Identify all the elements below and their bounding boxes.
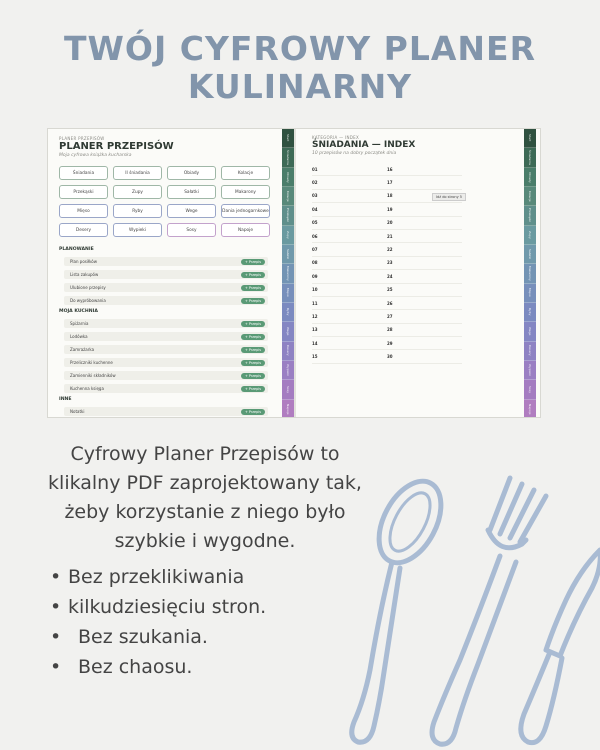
index-number[interactable]: 14 (312, 340, 318, 346)
category-button[interactable]: Przekąski (59, 185, 108, 199)
list-item[interactable] (64, 371, 268, 380)
tab-15[interactable] (282, 400, 294, 418)
category-button[interactable]: Makarony (221, 185, 270, 199)
right-page-subtitle: 10 przepisów na dobry początek dnia (312, 151, 397, 156)
list-item-label: Plan posiłków (70, 259, 97, 264)
section-other: INNE (59, 397, 72, 402)
list-item-label: Przeliczniki kuchenne (70, 360, 113, 365)
tab-label: Kolacje (528, 190, 532, 202)
tab-10[interactable] (282, 303, 294, 322)
category-button[interactable]: Ryby (113, 204, 162, 218)
tab-8[interactable] (282, 264, 294, 283)
index-number[interactable]: 09 (312, 273, 318, 279)
index-number[interactable]: 29 (387, 340, 393, 346)
index-number[interactable]: 25 (387, 287, 393, 293)
list-item[interactable] (64, 257, 268, 266)
index-number[interactable]: 13 (312, 327, 318, 333)
description-line-4: szybkie i wygodne. (114, 530, 296, 552)
tab-label: Kolacje (286, 190, 290, 202)
index-row[interactable] (312, 324, 462, 337)
index-row[interactable] (312, 203, 462, 216)
tab-10[interactable] (524, 303, 536, 322)
tab-label: Desery (528, 345, 532, 357)
index-number[interactable]: 03 (312, 193, 318, 199)
left-page-subtitle: Moja cyfrowa książka kucharska (59, 153, 132, 158)
index-row[interactable] (312, 310, 462, 323)
category-button[interactable]: Napoje (221, 223, 270, 237)
index-number[interactable]: 02 (312, 180, 318, 186)
index-row[interactable] (312, 176, 462, 189)
tab-13[interactable] (524, 361, 536, 380)
tab-label: Makarony (528, 266, 532, 281)
tab-9[interactable] (524, 284, 536, 303)
tab-label: Sosy (528, 385, 532, 393)
feature-item-continuation (50, 592, 390, 622)
tab-label: Zupy (528, 230, 532, 239)
tab-2[interactable] (524, 148, 536, 167)
index-number[interactable]: 04 (312, 206, 318, 212)
category-button[interactable]: Desery (59, 223, 108, 237)
right-page (308, 129, 518, 418)
index-row[interactable] (312, 337, 462, 350)
tab-7[interactable] (524, 245, 536, 264)
tab-4[interactable] (524, 187, 536, 206)
left-page-title: PLANER PRZEPISÓW (59, 141, 174, 152)
tab-2[interactable] (282, 148, 294, 167)
list-item[interactable] (64, 345, 268, 354)
tab-8[interactable] (524, 264, 536, 283)
index-number[interactable]: 01 (312, 166, 318, 172)
tab-label: Start (286, 134, 290, 142)
list-item-label: Zamienniki składników (70, 373, 116, 378)
index-number[interactable]: 26 (387, 300, 393, 306)
index-number[interactable]: 20 (387, 220, 393, 226)
tab-6[interactable] (524, 226, 536, 245)
add-recipe-pill[interactable]: + Przepis (241, 409, 265, 415)
tab-label: Wege (528, 327, 532, 336)
left-page (48, 129, 282, 418)
list-item-label: Zamrażarka (70, 347, 95, 352)
list-item-label: Ulubione przepisy (70, 285, 106, 290)
right-tab-strip (524, 129, 536, 418)
index-number[interactable]: 23 (387, 260, 393, 266)
tab-label: Śniadania (286, 150, 290, 165)
headline-line-2: KULINARNY (187, 67, 413, 106)
category-button[interactable]: Kolacje (221, 166, 270, 180)
category-button[interactable]: Wege (167, 204, 216, 218)
category-button[interactable]: Zupy (113, 185, 162, 199)
index-number[interactable]: 22 (387, 247, 393, 253)
tab-5[interactable] (282, 206, 294, 225)
category-button[interactable]: Sałatki (167, 185, 216, 199)
right-kicker: KATEGORIA — INDEX (312, 135, 360, 140)
tab-label: Makarony (286, 266, 290, 281)
index-number[interactable]: 19 (387, 206, 393, 212)
add-recipe-pill[interactable]: + Przepis (241, 360, 265, 366)
tab-label: Ryby (286, 308, 290, 316)
index-row[interactable] (312, 297, 462, 310)
section-planning: PLANOWANIE (59, 247, 94, 252)
list-item-label: Lista zakupów (70, 272, 99, 277)
index-number[interactable]: 28 (387, 327, 393, 333)
feature-item: • Bez przeklikiwania (50, 562, 390, 592)
headline-line-1: TWÓJ CYFROWY PLANER (64, 29, 536, 68)
tab-15[interactable] (524, 400, 536, 418)
tab-label: Sałatki (528, 249, 532, 260)
cutlery-illustration-icon (340, 460, 600, 750)
tab-3[interactable] (282, 168, 294, 187)
tab-14[interactable] (282, 380, 294, 399)
index-row[interactable] (312, 243, 462, 256)
index-row[interactable] (312, 284, 462, 297)
index-number[interactable]: 10 (312, 287, 318, 293)
add-recipe-pill[interactable]: + Przepis (241, 259, 265, 265)
index-number[interactable]: 08 (312, 260, 318, 266)
list-item[interactable] (64, 319, 268, 328)
tab-label: Wege (286, 327, 290, 336)
feature-item: • Bez szukania. (50, 622, 390, 652)
section-kitchen: MOJA KUCHNIA (59, 309, 98, 314)
list-item[interactable] (64, 296, 268, 305)
index-number[interactable]: 27 (387, 313, 393, 319)
tab-12[interactable] (524, 342, 536, 361)
tab-label: Wypieki (528, 364, 532, 377)
add-recipe-pill[interactable]: + Przepis (241, 373, 265, 379)
tab-label: Sałatki (286, 249, 290, 260)
description-line-2: klikalny PDF zaprojektowany tak, (48, 472, 362, 494)
tab-label: Napoje (528, 403, 532, 415)
index-row[interactable] (312, 230, 462, 243)
index-number[interactable]: 21 (387, 233, 393, 239)
index-number[interactable]: 11 (312, 300, 318, 306)
list-item[interactable] (64, 358, 268, 367)
tab-label: Przekąski (528, 208, 532, 223)
index-number[interactable]: 12 (312, 313, 318, 319)
feature-item: • Bez chaosu. (50, 652, 390, 682)
index-row[interactable] (312, 257, 462, 270)
tab-9[interactable] (282, 284, 294, 303)
category-button[interactable]: Śniadania (59, 166, 108, 180)
tab-label: Zupy (286, 230, 290, 239)
tab-4[interactable] (282, 187, 294, 206)
list-item[interactable] (64, 407, 268, 416)
category-button[interactable]: Dania jednogarnkowe (221, 204, 270, 218)
index-number[interactable]: 06 (312, 233, 318, 239)
left-tab-strip (282, 129, 294, 418)
category-grid (59, 166, 272, 237)
right-page-title: ŚNIADANIA — INDEX (312, 140, 416, 150)
index-row[interactable] (312, 350, 462, 363)
index-row[interactable] (312, 163, 462, 176)
list-item-label: Notatki (70, 409, 85, 414)
left-kicker: PLANER PRZEPISÓW (59, 136, 105, 141)
add-recipe-pill[interactable]: + Przepis (241, 272, 265, 278)
category-button[interactable]: Mięso (59, 204, 108, 218)
index-number[interactable]: 17 (387, 180, 393, 186)
list-item[interactable] (64, 270, 268, 279)
tab-label: Przekąski (286, 208, 290, 223)
tab-12[interactable] (282, 342, 294, 361)
add-recipe-pill[interactable]: + Przepis (241, 386, 265, 392)
index-number[interactable]: 24 (387, 273, 393, 279)
list-item-label: Lodówka (70, 334, 88, 339)
tab-label: Mięso (286, 288, 290, 298)
category-button[interactable]: Obiady (167, 166, 216, 180)
add-recipe-pill[interactable]: + Przepis (241, 285, 265, 291)
tab-11[interactable] (524, 322, 536, 341)
index-row[interactable] (312, 217, 462, 230)
add-recipe-pill[interactable]: + Przepis (241, 321, 265, 327)
planner-spread (47, 128, 541, 418)
tab-label: Obiady (286, 171, 290, 183)
headline (0, 30, 600, 106)
list-item-label: Kuchenna księga (70, 386, 104, 391)
add-recipe-pill[interactable]: + Przepis (241, 347, 265, 353)
tab-label: Sosy (286, 385, 290, 393)
tab-label: Napoje (286, 403, 290, 415)
description-line-1: Cyfrowy Planer Przepisów to (70, 443, 340, 465)
feature-list (50, 562, 390, 682)
knife-icon (521, 550, 600, 743)
index-number[interactable]: 16 (387, 166, 393, 172)
tab-label: Wypieki (286, 364, 290, 377)
add-recipe-pill[interactable]: + Przepis (241, 298, 265, 304)
index-number[interactable]: 30 (387, 354, 393, 360)
description-line-3: żeby korzystanie z niego było (64, 501, 346, 523)
tab-6[interactable] (282, 226, 294, 245)
spoon-icon (352, 471, 454, 742)
tab-1[interactable] (524, 129, 536, 148)
tab-11[interactable] (282, 322, 294, 341)
index-row[interactable] (312, 270, 462, 283)
tab-label: Start (528, 134, 532, 142)
index-number[interactable]: 15 (312, 354, 318, 360)
list-item-label: Spiżarnia (70, 321, 89, 326)
tab-label: Obiady (528, 171, 532, 183)
tab-label: Śniadania (528, 150, 532, 165)
list-item[interactable] (64, 283, 268, 292)
add-recipe-pill[interactable]: + Przepis (241, 334, 265, 340)
index-number[interactable]: 05 (312, 220, 318, 226)
category-button[interactable]: Wypieki (113, 223, 162, 237)
tab-1[interactable] (282, 129, 294, 148)
tab-label: Ryby (528, 308, 532, 316)
page-spine (294, 129, 296, 418)
tab-3[interactable] (524, 168, 536, 187)
category-button[interactable]: II śniadania (113, 166, 162, 180)
list-item-label: Do wypróbowania (70, 298, 106, 303)
list-item[interactable] (64, 384, 268, 393)
tab-5[interactable] (524, 206, 536, 225)
tab-label: Mięso (528, 288, 532, 298)
list-item[interactable] (64, 332, 268, 341)
tab-13[interactable] (282, 361, 294, 380)
index-number[interactable]: 07 (312, 247, 318, 253)
tab-7[interactable] (282, 245, 294, 264)
goto-page-tooltip: Idź do strony 5 (432, 193, 466, 201)
tab-label: Desery (286, 345, 290, 357)
tab-14[interactable] (524, 380, 536, 399)
index-number[interactable]: 18 (387, 193, 393, 199)
feature-item-text: kilkudziesięciu stron. (68, 596, 267, 618)
category-button[interactable]: Sosy (167, 223, 216, 237)
